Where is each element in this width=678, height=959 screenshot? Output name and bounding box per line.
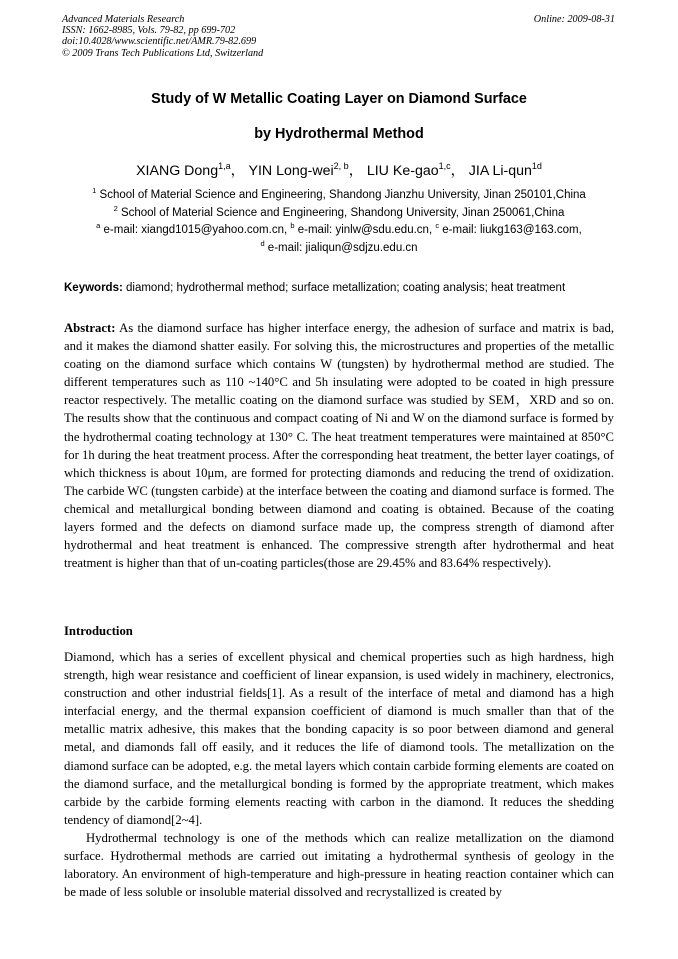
affiliation-text: School of Material Science and Engineering, Shandong University, Jinan 250061,China: [117, 207, 565, 219]
author-superscript: 2, b: [333, 161, 349, 171]
abstract-text: As the diamond surface has higher interface energy, the adhesion of surface and matrix is bad, and it makes the diamond shatter easily. For solving this, the microstructures and properties of the metallic coating on the diamond surface which contains W (tungsten) by hydrothermal method are studied. The different temperatures such as 110 ~140°C and 5h insulating were adopted to be coated in high pressure reactor respectively. The metallic coating on the diamond surface was studied by SEM，XRD and so on. The results show that the continuous and compact coating of Ni and W on the diamond surface is formed by the hydrothermal coating technology at 130° C. The heat treatment temperatures were maintained at 850°C for 1h during the heat treatment process. After the corresponding heat treatment, the better layer coatings, of which thickness is about 10μm, are formed for protecting diamonds and reducing the trend of oxidization. The carbide WC (tungsten carbide) at the interface between the coating and diamond surface is formed. The chemical and metallurgical bonding between diamond and coating is obtained. Because of the coating layers formed and the defects on diamond surface made up, the compress strength of diamond after hydrothermal and heat treatment is enhanced. The compressive strength after hydrothermal and heat treatment is higher than that of un-coating particles(those are 29.45% and 83.64% respectively).: [64, 321, 614, 571]
journal-name: Advanced Materials Research: [62, 14, 185, 25]
online-date: Online: 2009-08-31: [533, 14, 615, 25]
email-d: e-mail: jialiqun@sdjzu.edu.cn: [264, 242, 418, 254]
email-marker: d: [260, 239, 265, 248]
email-b: e-mail: yinlw@sdu.edu.cn,: [294, 224, 436, 236]
author-separator: ，: [450, 163, 465, 179]
author-separator: ，: [348, 163, 363, 179]
author-name: XIANG Dong: [136, 163, 219, 179]
keywords-text: diamond; hydrothermal method; surface metallization; coating analysis; heat treatment: [122, 282, 566, 294]
paragraph: Diamond, which has a series of excellent physical and chemical properties such as high hardness, high strength, high wear resistance and coefficient of linear expansion, is used widely in machinery, electronics, construction and other industrial fields[1]. As a result of the interface of metal and diamond has a high interfacial energy, and the thermal expansion coefficient of diamond is much smaller than that of the metallic matrix adhesive, this makes that the bonding capacity is so poor between diamond and general metal, and diamonds fall off easily, and it reduces the life of diamond tools. The metallization on the diamond surface can be adopted, e.g. the metal layers which contain carbide forming elements are coated on the diamond surface, and the metallurgical bonding is formed by the appropriate treatment, which makes carbide by the carbide forming elements reacting with carbon in the diamond. It reduces the shedding tendency of diamond[2~4].: [64, 650, 614, 827]
author-list: [0, 160, 678, 180]
affiliation-marker: 2: [113, 204, 118, 213]
author-name: JIA Li-qun: [468, 163, 532, 179]
introduction-body: [64, 648, 614, 901]
email-line-2: [0, 239, 678, 254]
keywords: [64, 282, 624, 294]
doi-line: doi:10.4028/www.scientific.net/AMR.79-82.699: [62, 36, 257, 48]
section-heading-introduction: Introduction: [64, 624, 133, 638]
abstract: [64, 319, 614, 572]
journal-header: [62, 14, 263, 59]
paragraph: Hydrothermal technology is one of the methods which can realize metallization on the diamond surface. Hydrothermal methods are carried out imitating a hydrothermal synthesis of geology in the laboratory. An environment of high-temperature and high-pressure in heating reaction container which can be made of less soluble or insoluble material dissolved and recrystallized is created by: [64, 830, 614, 900]
email-a: e-mail: xiangd1015@yahoo.com.cn,: [100, 224, 291, 236]
author-name: YIN Long-wei: [248, 163, 334, 179]
author-name: LIU Ke-gao: [366, 163, 439, 179]
copyright-line: © 2009 Trans Tech Publications Ltd, Switzerland: [62, 47, 264, 59]
email-marker: c: [435, 221, 440, 230]
author-separator: ，: [230, 163, 245, 179]
affiliation-text: School of Material Science and Engineering, Shandong Jianzhu University, Jinan 250101,China: [96, 189, 586, 201]
author-superscript: 1,a: [218, 161, 231, 171]
email-marker: b: [290, 221, 295, 230]
author-superscript: 1,c: [438, 161, 451, 171]
email-line-1: [0, 221, 678, 236]
affiliation-marker: 1: [92, 186, 97, 195]
keywords-label: Keywords:: [64, 282, 123, 294]
paper-title-line2: by Hydrothermal Method: [254, 126, 424, 142]
email-marker: a: [96, 221, 101, 230]
email-c: e-mail: liukg163@163.com,: [439, 224, 582, 236]
paper-title-line1: Study of W Metallic Coating Layer on Diamond Surface: [151, 91, 527, 107]
issn-line: ISSN: 1662-8985, Vols. 79-82, pp 699-702: [62, 25, 236, 37]
affiliation-2: [0, 204, 678, 219]
author-superscript: 1d: [531, 161, 542, 171]
affiliation-1: [0, 186, 678, 201]
abstract-label: Abstract:: [64, 321, 116, 335]
